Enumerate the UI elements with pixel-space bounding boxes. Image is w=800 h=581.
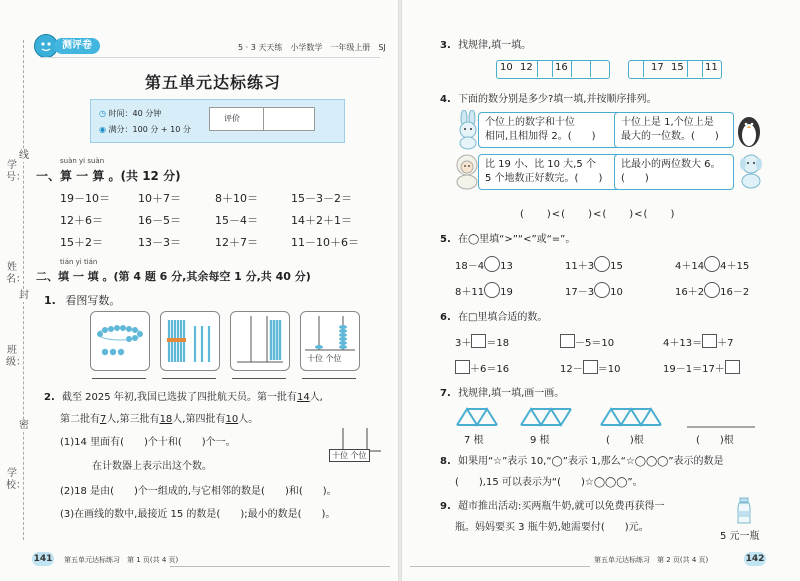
pattern-blank[interactable] [687, 61, 703, 77]
check-icon: ◉ [99, 125, 109, 134]
q2-sub3: (3)在画线的数中,最接近 15 的数是( );最小的数是( )。 [60, 509, 336, 520]
header-rule [40, 57, 380, 58]
pattern-cell: 11 [705, 62, 718, 73]
q2-text-b: 人, [309, 392, 323, 403]
picture-card-sticks [160, 311, 220, 371]
q2-text-a: 截至 2025 年初,我国已选拔了四批航天员。第一批有 [61, 392, 297, 403]
compare-circle[interactable] [594, 256, 610, 272]
sticks-3-triangles [457, 409, 497, 425]
rating-field[interactable] [266, 110, 310, 126]
riddle-2-line-a: 十位上是 1,个位上是 [621, 117, 714, 128]
sticks-label-3[interactable]: ( )根 [606, 435, 644, 446]
test-badge: 测评卷 [54, 38, 100, 54]
sticks-label-1: 7 根 [464, 435, 484, 446]
q4-line [440, 90, 656, 105]
fill-box[interactable] [725, 360, 740, 374]
q8-line1 [440, 452, 724, 467]
fill-box[interactable] [583, 360, 598, 374]
compare-right: 13 [500, 261, 513, 272]
q2-text-e: 人,第四批有 [172, 414, 226, 425]
beads-icon [91, 312, 149, 370]
q9-text-2: 瓶。妈妈要买 3 瓶牛奶,她需要付( )元。 [455, 522, 649, 533]
q1-text: 看图写数。 [65, 294, 121, 307]
pattern-cell: 17 [651, 62, 664, 73]
fill-left: 19－1＝17＋ [663, 364, 725, 375]
milk-price: 5 元一瓶 [720, 531, 760, 542]
q4-text: 下面的数分别是多少?填一填,并按顺序排列。 [457, 94, 657, 105]
section2-heading: 二、填 一 填 。(第 4 题 6 分,其余每空 1 分,共 40 分) [36, 270, 311, 283]
q2-number: 2. [44, 392, 55, 403]
compare-left: 18－4 [455, 261, 485, 272]
riddle-1-line-b: 相同,且相加得 2。( ) [485, 131, 596, 142]
riddle-4-line-a: 比最小的两位数大 6。 [621, 159, 721, 170]
pattern-cell: 16 [555, 62, 568, 73]
student-name-label: 姓名： [6, 262, 26, 285]
calc-item: 12＋6＝ [60, 214, 103, 227]
section1-heading: 一、算 一 算 。(共 12 分) [36, 169, 181, 183]
fill-left: 3＋ [455, 338, 472, 349]
footer-rule-right [410, 566, 590, 567]
counter-tens-label: 十位 [332, 451, 348, 460]
fill-box[interactable] [702, 334, 717, 348]
fill-right: ＝18 [486, 338, 510, 349]
answer-line[interactable] [162, 378, 216, 379]
calc-item: 15－3－2＝ [291, 192, 352, 205]
calc-item: 14＋2＋1＝ [291, 214, 352, 227]
ones-label: 个位 [325, 354, 342, 363]
binding-mark-xian: 线 [19, 150, 29, 161]
counter-ones-label: 个位 [350, 451, 367, 460]
page-fold [398, 0, 402, 581]
sticks-label-4[interactable]: ( )根 [696, 435, 734, 446]
q8-text-1: 如果用“☆”表示 10,“◯”表示 1,那么“☆◯◯◯”表示的数是 [457, 456, 724, 467]
q2-text-f: 人。 [238, 414, 259, 425]
fill-item [663, 334, 733, 349]
q9-line1 [440, 497, 665, 512]
q5-number: 5. [440, 234, 451, 245]
q8-number: 8. [440, 456, 451, 467]
q2-underlined-10: 10 [225, 414, 239, 425]
q6-text: 在□里填合适的数。 [457, 312, 548, 323]
answer-line[interactable] [92, 378, 146, 379]
q6-line [440, 308, 547, 323]
compare-item [565, 256, 623, 272]
riddle-1-line-a: 个位上的数字和十位 [485, 117, 575, 128]
pattern-blank[interactable] [629, 61, 644, 77]
fill-left: 12－ [560, 364, 583, 375]
compare-left: 11＋3 [565, 261, 595, 272]
compare-left: 17－3 [565, 287, 595, 298]
q2-underlined-18: 18 [159, 414, 173, 425]
order-answer[interactable]: ( )<( )<( )<( ) [520, 209, 676, 220]
riddle-3-line-a: 比 19 小、比 10 大,5 个 [485, 159, 596, 170]
compare-right: 15 [610, 261, 623, 272]
calc-item: 15＋2＝ [60, 236, 103, 249]
fill-box[interactable] [471, 334, 486, 348]
calc-item: 8＋10＝ [215, 192, 258, 205]
fill-box[interactable] [455, 360, 470, 374]
calc-item: 19－10＝ [60, 192, 110, 205]
sticks-label-2: 9 根 [530, 435, 550, 446]
footer-right-text: 第五单元达标练习 第 2 页(共 4 页) [594, 556, 709, 564]
abacus-icon [301, 312, 359, 354]
riddle-box-4 [614, 154, 734, 190]
compare-right: 16－2 [720, 287, 750, 298]
riddle-box-2 [614, 112, 734, 148]
calc-item: 10＋7＝ [138, 192, 181, 205]
binding-mark-feng: 封 [19, 290, 29, 301]
student-number-label: 学号： [6, 160, 26, 183]
series-header: 5 · 3 天天练 小学数学 一年级上册 SJ [238, 43, 386, 52]
score-text: 满分：100 分 + 10 分 [108, 125, 191, 134]
compare-circle[interactable] [594, 282, 610, 298]
pattern-blank[interactable] [537, 61, 553, 77]
tens-label: 十位 [307, 354, 323, 363]
fill-item [560, 334, 614, 349]
rating-divider [263, 108, 264, 130]
fill-right: ＋6＝16 [470, 364, 510, 375]
calc-item: 11－10＋6＝ [291, 236, 359, 249]
q2-text-c: 第二批有 [60, 414, 100, 425]
q2-underlined-7: 7 [100, 414, 107, 425]
score-info [99, 124, 191, 135]
counter-labels [329, 449, 370, 462]
pattern-row-1 [496, 60, 610, 79]
pattern-blank[interactable] [571, 61, 591, 77]
fill-right: ＝10 [597, 364, 621, 375]
compare-item [565, 282, 623, 298]
q2-line1 [44, 388, 323, 403]
milk-bottle-icon [735, 497, 753, 525]
section2-pinyin: tián yi tián [60, 258, 98, 266]
sticks-5-triangles [601, 409, 661, 425]
fill-box[interactable] [560, 334, 575, 348]
q2-text-d: 人,第三批有 [106, 414, 160, 425]
pattern-cell: 15 [671, 62, 684, 73]
triangle-sticks [455, 405, 775, 429]
compare-left: 8＋11 [455, 287, 485, 298]
pattern-cell: 10 [500, 62, 513, 73]
dog-icon [736, 152, 766, 190]
compare-right: 10 [610, 287, 623, 298]
answer-line[interactable] [302, 378, 356, 379]
q3-number: 3. [440, 40, 451, 51]
footer-rule-left [170, 566, 390, 567]
compare-item [455, 256, 513, 272]
q2-sub1: (1)14 里面有( )个十和( )个一。 [60, 437, 236, 448]
calc-item: 15－4＝ [215, 214, 258, 227]
q9-text-1: 超市推出活动:买两瓶牛奶,就可以免费再获得一 [457, 501, 665, 512]
q9-number: 9. [440, 501, 451, 512]
fill-item [455, 334, 509, 349]
fill-item [663, 360, 740, 375]
compare-item [675, 256, 749, 272]
page-number-left: 141 [33, 554, 53, 564]
riddle-4-line-b: ( ) [621, 173, 649, 184]
answer-line[interactable] [232, 378, 286, 379]
q3-text: 找规律,填一填。 [457, 40, 532, 51]
fill-right: －5＝10 [575, 338, 615, 349]
footer-left-text: 第五单元达标练习 第 1 页(共 4 页) [64, 556, 179, 564]
sticks-bundle-icon [161, 312, 219, 370]
compare-left: 4＋14 [675, 261, 705, 272]
q5-line [440, 230, 575, 245]
compare-right: 4＋15 [720, 261, 750, 272]
compare-item [455, 282, 513, 298]
compare-item [675, 282, 749, 298]
time-text: 时间：40 分钟 [108, 109, 162, 118]
sticks-4-triangles [521, 409, 571, 425]
q6-number: 6. [440, 312, 451, 323]
q2-sub1b: 在计数器上表示出这个数。 [92, 461, 212, 472]
compare-circle[interactable] [704, 282, 720, 298]
fill-right: ＋7 [717, 338, 734, 349]
calc-item: 13－3＝ [138, 236, 181, 249]
section1-pinyin: suàn yi suàn [60, 157, 105, 165]
q1-number: 1. [44, 294, 56, 307]
counter-abacus[interactable] [327, 426, 383, 466]
q7-line [440, 384, 564, 399]
penguin-icon [736, 112, 762, 148]
q8-text-2: ( ),15 可以表示为“( )☆◯◯◯”。 [455, 477, 643, 488]
page-title: 第五单元达标练习 [145, 73, 282, 92]
fill-item [560, 360, 620, 375]
rating-label: 评价 [224, 114, 240, 123]
clock-icon: ◷ [99, 109, 109, 118]
school-label: 学校： [6, 468, 26, 491]
time-info [99, 108, 161, 119]
riddle-2-line-b: 最大的一位数。( ) [621, 131, 719, 142]
pattern-cell: 12 [520, 62, 533, 73]
compare-circle[interactable] [484, 256, 500, 272]
pattern-row-2 [628, 60, 722, 79]
fill-item [455, 360, 509, 375]
rating-box [209, 107, 315, 131]
compare-right: 19 [500, 287, 513, 298]
q1-line [44, 292, 120, 308]
binding-strip [0, 0, 28, 581]
q2-sub2: (2)18 是由( )个一组成的,与它相邻的数是( )和( )。 [60, 486, 337, 497]
compare-circle[interactable] [484, 282, 500, 298]
q2-line2 [60, 410, 258, 425]
page-number-right: 142 [745, 554, 765, 564]
calc-item: 12＋7＝ [215, 236, 258, 249]
fill-left: 4＋13＝ [663, 338, 703, 349]
q4-number: 4. [440, 94, 451, 105]
q7-number: 7. [440, 388, 451, 399]
q7-text: 找规律,填一填,画一画。 [457, 388, 565, 399]
picture-card-abacus [300, 311, 360, 371]
class-label: 班级： [6, 345, 26, 368]
picture-card-ruler [230, 311, 290, 371]
compare-circle[interactable] [704, 256, 720, 272]
q5-text: 在◯里填“>”“<”或“=”。 [457, 234, 576, 245]
q3-line [440, 36, 531, 51]
picture-card-beads [90, 311, 150, 371]
ruler-icon [231, 312, 289, 370]
riddle-3-line-b: 5 个地数正好数完。( ) [485, 173, 603, 184]
calc-item: 16－5＝ [138, 214, 181, 227]
compare-left: 16＋2 [675, 287, 705, 298]
binding-mark-mi: 密 [19, 420, 29, 431]
q2-underlined-14: 14 [296, 392, 310, 403]
abacus-labels [307, 353, 342, 364]
